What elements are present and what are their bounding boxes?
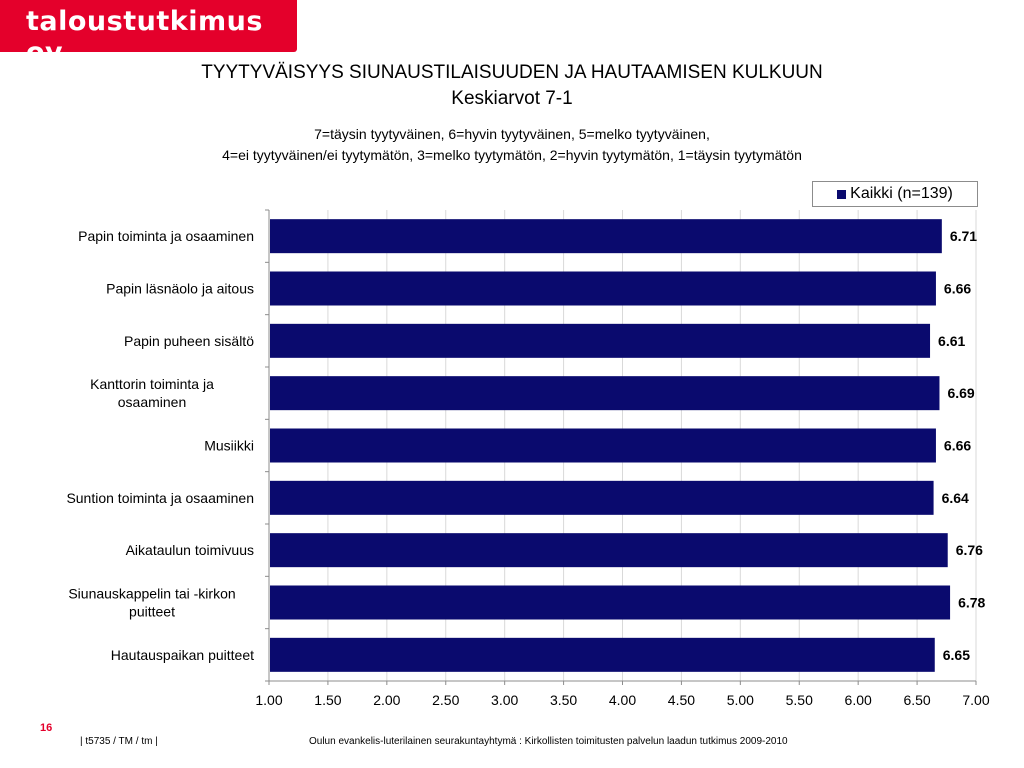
x-tick-label: 1.00 <box>255 692 283 708</box>
data-label: 6.71 <box>949 228 978 245</box>
category-label: Papin läsnäolo ja aitous <box>106 280 254 297</box>
x-tick-label: 5.50 <box>785 692 813 708</box>
x-tick-label: 6.50 <box>903 692 931 708</box>
data-label: 6.78 <box>958 594 986 611</box>
bar <box>270 376 939 410</box>
category-label: Papin puheen sisältö <box>124 332 254 349</box>
bar <box>270 638 935 672</box>
scale-note-line-2: 4=ei tyytyväinen/ei tyytymätön, 3=melko tyytymätön, 2=hyvin tyytymätön, 1=täysin tyytymätön <box>222 147 802 163</box>
data-label: 6.66 <box>943 280 972 297</box>
footer-study-title: Oulun evankelis-luterilainen seurakuntayhtymä : Kirkollisten toimitusten palvelun laadun tutkimus 2009-2010 <box>309 736 788 747</box>
scale-note-line-1: 7=täysin tyytyväinen, 6=hyvin tyytyväinen, 5=melko tyytyväinen, <box>314 126 710 142</box>
brand-logo-text: taloustutkimus oy <box>26 6 263 68</box>
x-tick-label: 7.00 <box>962 692 990 708</box>
x-tick-label: 1.50 <box>314 692 342 708</box>
bar <box>270 481 934 515</box>
chart-title: TYYTYVÄISYYS SIUNAUSTILAISUUDEN JA HAUTAAMISEN KULKUUN <box>201 62 823 83</box>
bar <box>270 429 936 463</box>
bar <box>270 533 948 567</box>
x-tick-label: 2.50 <box>432 692 460 708</box>
category-label: Musiikki <box>204 437 254 454</box>
data-label: 6.69 <box>947 385 975 402</box>
category-label: osaaminen <box>117 394 187 411</box>
x-tick-label: 3.00 <box>491 692 519 708</box>
x-tick-label: 4.00 <box>608 692 637 708</box>
data-label: 6.65 <box>942 646 971 663</box>
category-label: Suntion toiminta ja osaaminen <box>66 489 254 506</box>
x-tick-label: 2.00 <box>373 692 401 708</box>
bar <box>270 586 950 620</box>
chart-subtitle: Keskiarvot 7-1 <box>451 88 573 109</box>
data-label: 6.64 <box>941 489 969 506</box>
category-label: Papin toiminta ja osaaminen <box>78 228 254 245</box>
data-label: 6.76 <box>955 542 983 559</box>
page-number: 16 <box>40 722 53 734</box>
footer-project-code: | t5735 / TM / tm | <box>80 736 158 747</box>
category-label: Hautauspaikan puitteet <box>110 646 254 663</box>
legend-label: Kaikki (n=139) <box>850 185 953 202</box>
category-label: Kanttorin toiminta ja <box>90 376 214 393</box>
category-label: puitteet <box>129 603 175 620</box>
bar <box>270 219 942 253</box>
category-label: Aikataulun toimivuus <box>125 542 254 559</box>
x-tick-label: 4.50 <box>667 692 696 708</box>
category-label: Siunauskappelin tai -kirkon <box>68 585 236 602</box>
data-label: 6.61 <box>938 332 966 349</box>
x-tick-label: 3.50 <box>549 692 578 708</box>
x-tick-label: 5.00 <box>726 692 754 708</box>
bar <box>270 324 930 358</box>
bar <box>270 272 936 306</box>
x-tick-label: 6.00 <box>844 692 872 708</box>
data-label: 6.66 <box>943 437 972 454</box>
